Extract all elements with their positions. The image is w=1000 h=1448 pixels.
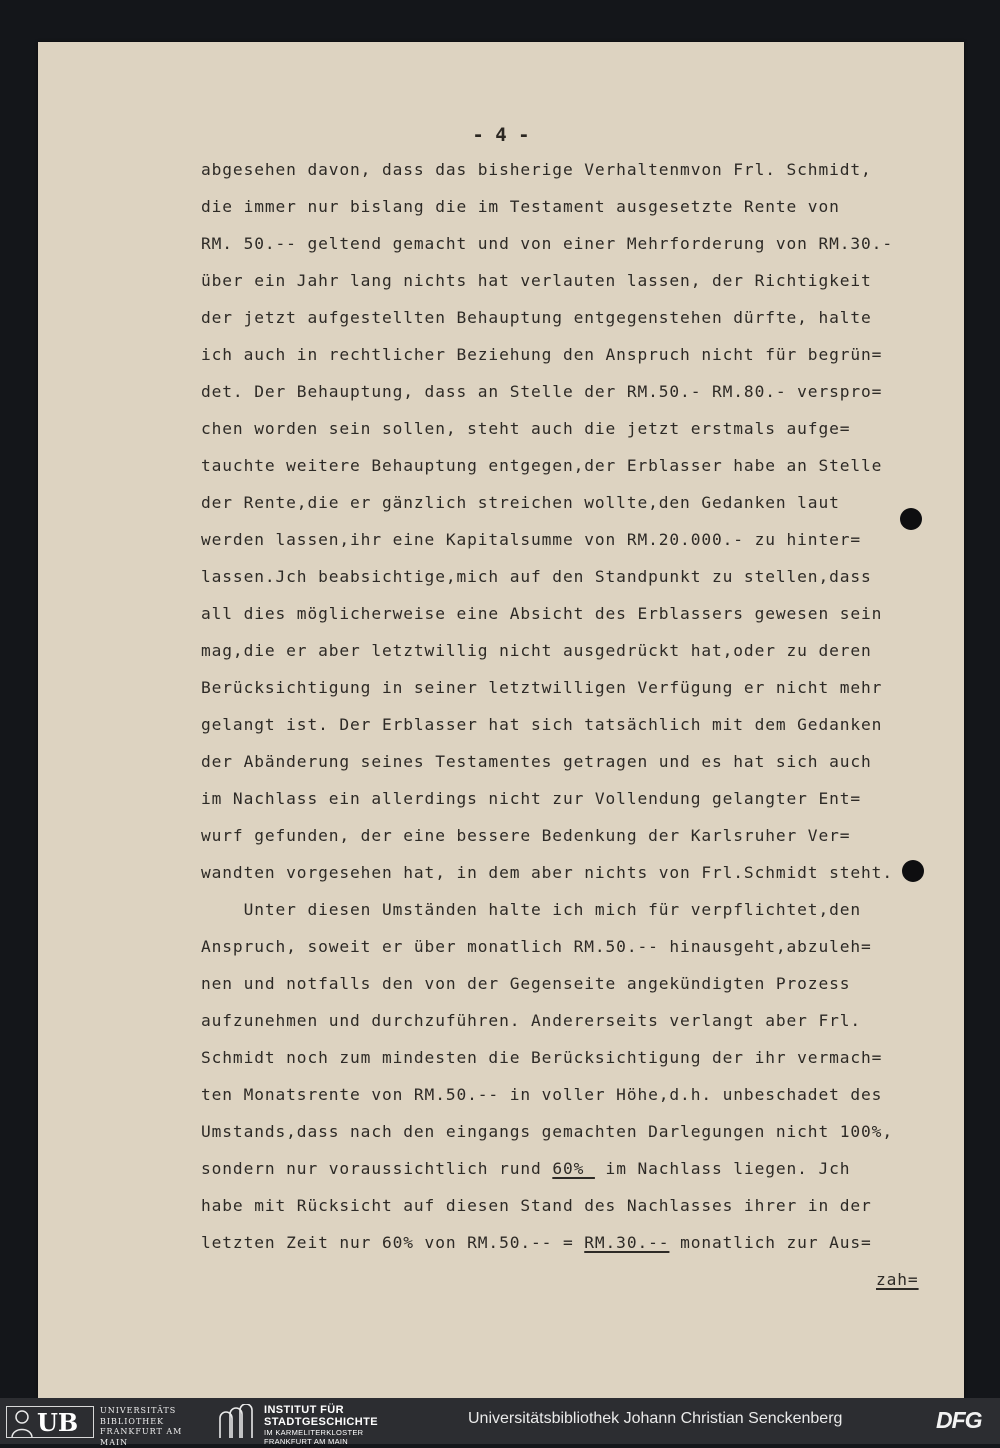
- page-number: - 4 -: [472, 124, 530, 146]
- text-line: Unter diesen Umständen halte ich mich für verpflichtet,den: [201, 900, 862, 919]
- document-page: [38, 42, 964, 1398]
- ub-name: [100, 1406, 210, 1448]
- text-line: [201, 1233, 872, 1253]
- underlined-text: 60%: [552, 1159, 595, 1178]
- ub-line: FRANKFURT AM MAIN: [100, 1427, 183, 1447]
- catchword: zah=: [876, 1270, 919, 1289]
- arches-icon: [216, 1404, 256, 1440]
- text-line: ich auch in rechtlicher Beziehung den Anspruch nicht für begrün=: [201, 345, 883, 364]
- isg-line: FRANKFURT AM MAIN: [264, 1437, 348, 1446]
- text-line: über ein Jahr lang nichts hat verlauten lassen, der Richtigkeit: [201, 271, 872, 290]
- punch-hole: [900, 508, 922, 530]
- text-line: lassen.Jch beabsichtige,mich auf den Standpunkt zu stellen,dass: [201, 567, 872, 586]
- text-line: det. Der Behauptung, dass an Stelle der RM.50.- RM.80.- verspro=: [201, 382, 883, 401]
- text-line: gelangt ist. Der Erblasser hat sich tatsächlich mit dem Gedanken: [201, 715, 883, 734]
- text-line: wandten vorgesehen hat, in dem aber nichts von Frl.Schmidt steht.: [201, 863, 893, 882]
- library-name: Universitätsbibliothek Johann Christian Senckenberg: [468, 1410, 843, 1427]
- text-line: all dies möglicherweise eine Absicht des Erblassers gewesen sein: [201, 604, 883, 623]
- portrait-icon: [9, 1407, 35, 1437]
- text-line: wurf gefunden, der eine bessere Bedenkung der Karlsruher Ver=: [201, 826, 851, 845]
- text-line: habe mit Rücksicht auf diesen Stand des Nachlasses ihrer in der: [201, 1196, 872, 1215]
- typed-text: [38, 42, 964, 1398]
- dfg-logo: DFG: [936, 1407, 982, 1433]
- text-line: werden lassen,ihr eine Kapitalsumme von RM.20.000.- zu hinter=: [201, 530, 862, 549]
- text-line: [201, 1159, 850, 1179]
- ub-line: UNIVERSITÄTS: [100, 1406, 177, 1415]
- underlined-text: RM.30.--: [584, 1233, 670, 1252]
- text-line: Anspruch, soweit er über monatlich RM.50.-- hinausgeht,abzuleh=: [201, 937, 872, 956]
- text-line: der Rente,die er gänzlich streichen wollte,den Gedanken laut: [201, 493, 840, 512]
- text-line: der jetzt aufgestellten Behauptung entgegenstehen dürfte, halte: [201, 308, 872, 327]
- ub-line: BIBLIOTHEK: [100, 1416, 165, 1426]
- ub-logo: [6, 1406, 206, 1447]
- isg-name: [264, 1404, 378, 1446]
- footer-bar: [0, 1398, 1000, 1447]
- ub-mark: [6, 1406, 94, 1438]
- text-segment: im Nachlass liegen. Jch: [594, 1159, 851, 1178]
- text-line: RM. 50.-- geltend gemacht und von einer Mehrforderung von RM.30.-: [201, 234, 893, 253]
- text-line: Umstands,dass nach den eingangs gemachten Darlegungen nicht 100%,: [201, 1122, 893, 1141]
- text-line: mag,die er aber letztwillig nicht ausgedrückt hat,oder zu deren: [201, 641, 872, 660]
- isg-line: IM KARMELITERKLOSTER: [264, 1428, 364, 1437]
- text-line: chen worden sein sollen, steht auch die jetzt erstmals aufge=: [201, 419, 851, 438]
- text-line: die immer nur bislang die im Testament ausgesetzte Rente von: [201, 197, 840, 216]
- text-segment: monatlich zur Aus=: [669, 1233, 872, 1252]
- text-line: der Abänderung seines Testamentes getragen und es hat sich auch: [201, 752, 872, 771]
- text-line: ten Monatsrente von RM.50.-- in voller Höhe,d.h. unbeschadet des: [201, 1085, 883, 1104]
- text-line: Berücksichtigung in seiner letztwilligen Verfügung er nicht mehr: [201, 678, 883, 697]
- text-line: abgesehen davon, dass das bisherige Verhaltenmvon Frl. Schmidt,: [201, 160, 872, 179]
- text-line: im Nachlass ein allerdings nicht zur Vollendung gelangter Ent=: [201, 789, 862, 808]
- isg-line: STADTGESCHICHTE: [264, 1416, 378, 1428]
- isg-logo: [216, 1404, 416, 1446]
- text-line: nen und notfalls den von der Gegenseite angekündigten Prozess: [201, 974, 851, 993]
- text-line: Schmidt noch zum mindesten die Berücksichtigung der ihr vermach=: [201, 1048, 883, 1067]
- text-segment: sondern nur voraussichtlich rund: [201, 1159, 553, 1178]
- ub-letters: UB: [37, 1408, 79, 1437]
- text-line: tauchte weitere Behauptung entgegen,der Erblasser habe an Stelle: [201, 456, 883, 475]
- text-segment: letzten Zeit nur 60% von RM.50.-- =: [201, 1233, 585, 1252]
- text-line: aufzunehmen und durchzuführen. Andererseits verlangt aber Frl.: [201, 1011, 862, 1030]
- isg-line: INSTITUT FÜR: [264, 1404, 344, 1416]
- punch-hole: [902, 860, 924, 882]
